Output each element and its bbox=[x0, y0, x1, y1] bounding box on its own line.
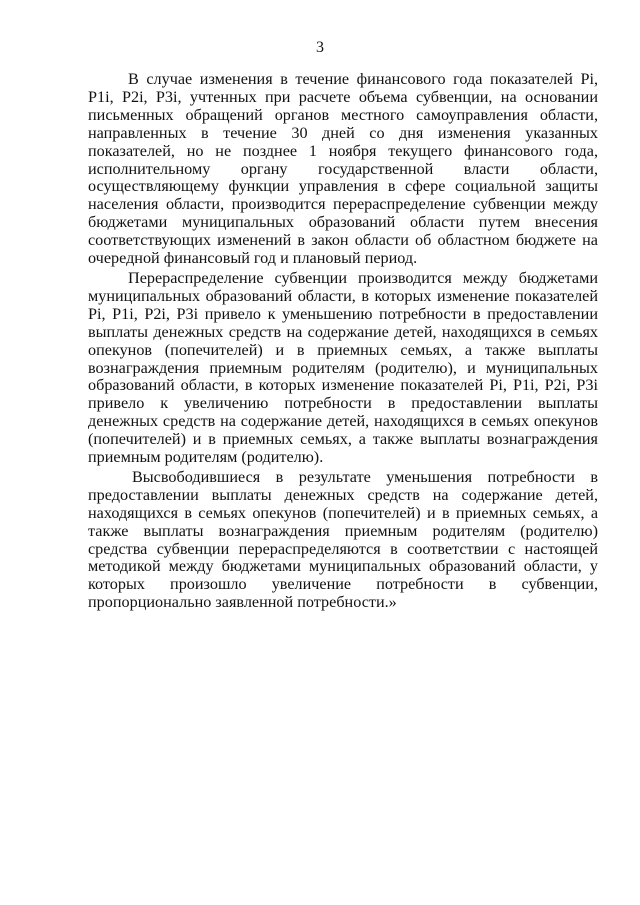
paragraph-released-funds: Высвободившиеся в результате уменьшения потребности в предоставлении выплаты денежных средств на содержание детей, находящихся в семьях опекунов (попечителей) и в приемных семьях, а также выплаты вознаграждения приемным родителям (родителю) средства субвенции перераспределяются в соответствии с настоящей методикой между бюджетами муниципальных образований области, у которых произошло увеличение потребности в субвенции, пропорционально заявленной потребности.» bbox=[88, 467, 598, 612]
paragraph-redistribution-between-budgets: Перераспределение субвенции производится между бюджетами муниципальных образований области, в которых изменение показателей Pi, P1i, P2i, P3i привело к уменьшению потребности в предоставлении выплаты денежных средств на содержание детей, находящихся в семьях опекунов (попечителей) и в приемных семьях, а также выплаты вознаграждения приемным родителям (родителю), и муниципальных образований области, в которых изменение показателей Pi, P1i, P2i, P3i привело к увеличению потребности в предоставлении выплаты денежных средств на содержание детей, находящихся в семьях опекунов (попечителей) и в приемных семьях, а также выплаты вознаграждения приемным родителям (родителю). bbox=[88, 268, 598, 467]
paragraph-redistribution-conditions: В случае изменения в течение финансового года показателей Pi, P1i, P2i, P3i, учтенных при расчете объема субвенции, на основании письменных обращений органов местного самоуправления области, направленных в течение 30 дней со дня изменения указанных показателей, но не позднее 1 ноября текущего финансового года, исполнительному органу государственной власти области, осуществляющему функции управления в сфере социальной защиты населения области, производится перераспределение субвенции между бюджетами муниципальных образований области путем внесения соответствующих изменений в закон области об областном бюджете на очередной финансовый год и плановый период. bbox=[88, 70, 598, 268]
document-body bbox=[88, 71, 598, 614]
page-number: 3 bbox=[316, 39, 324, 56]
